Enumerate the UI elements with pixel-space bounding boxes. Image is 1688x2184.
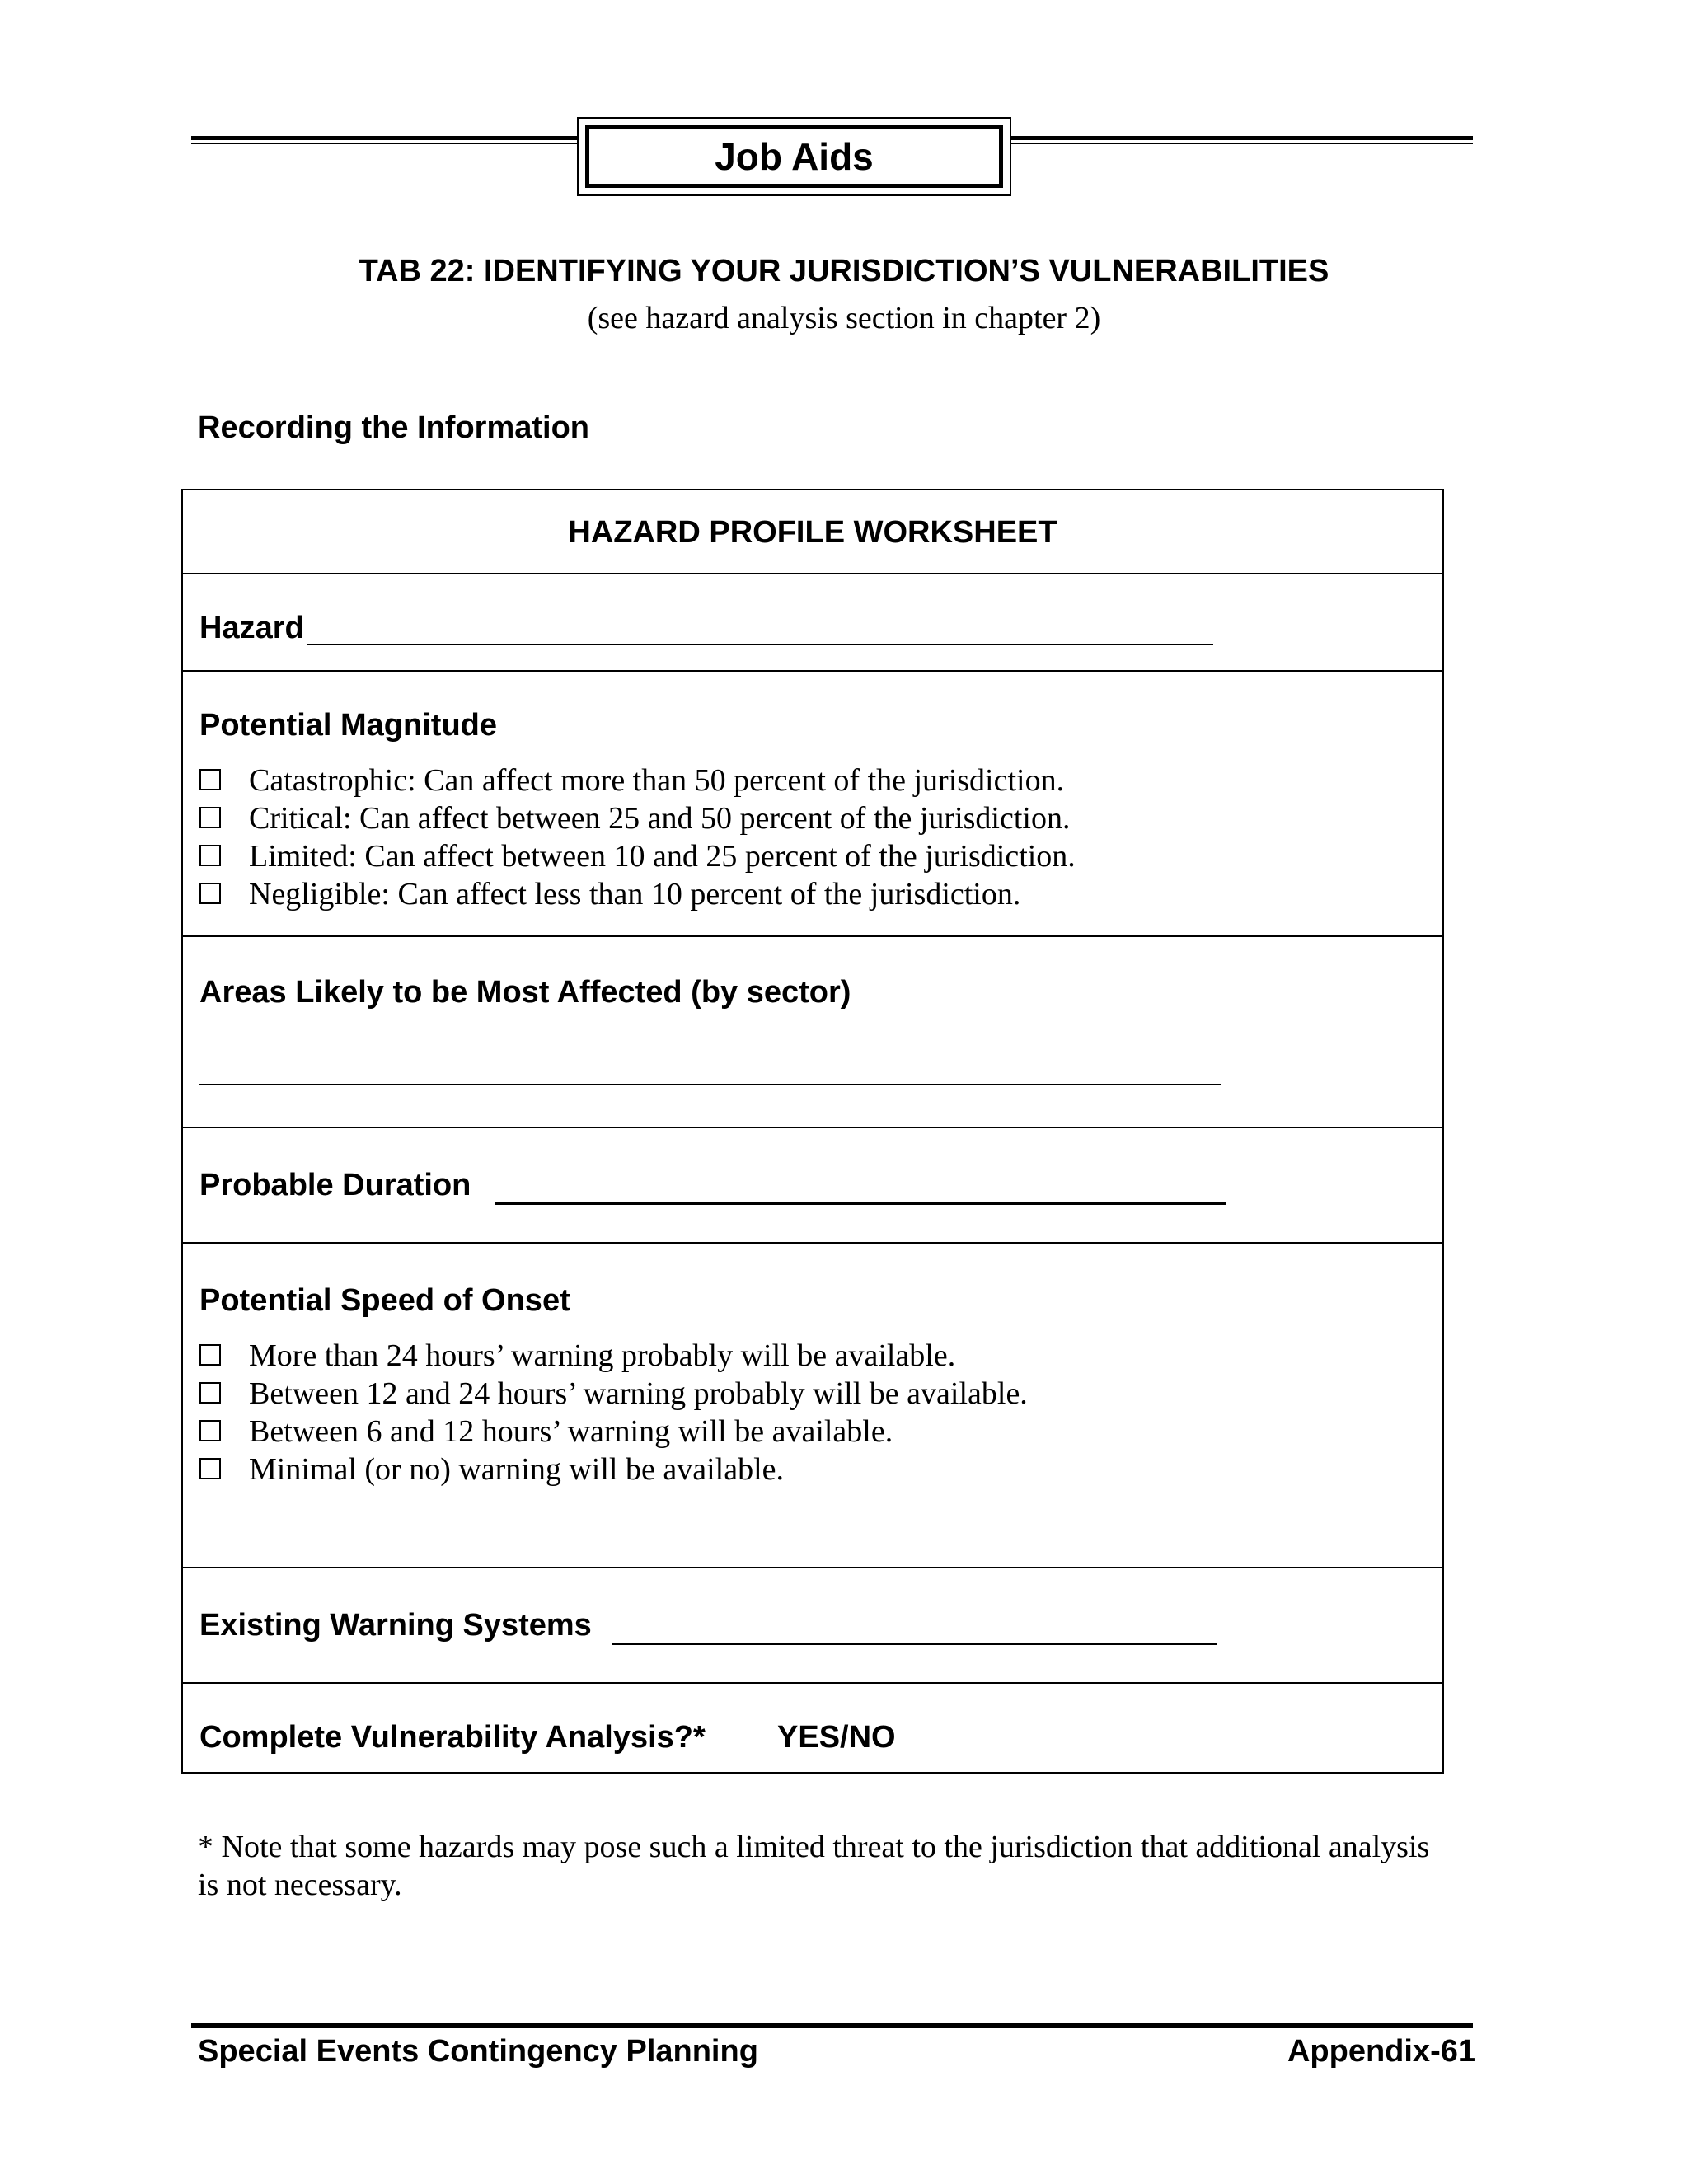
job-aids-label: Job Aids xyxy=(585,125,1003,188)
magnitude-option-text: Negligible: Can affect less than 10 percent of the jurisdiction. xyxy=(249,877,1021,912)
duration-label: Probable Duration xyxy=(199,1168,471,1202)
magnitude-option-text: Catastrophic: Can affect more than 50 percent of the jurisdiction. xyxy=(249,763,1065,798)
vulnerability-row xyxy=(183,1684,1442,1775)
checkbox[interactable] xyxy=(199,1420,221,1441)
checkbox[interactable] xyxy=(199,1458,221,1479)
checkbox[interactable] xyxy=(199,845,221,866)
page-number: Appendix-61 xyxy=(1287,2034,1475,2069)
hazard-row xyxy=(183,574,1442,672)
magnitude-label: Potential Magnitude xyxy=(199,708,497,743)
footer-title: Special Events Contingency Planning xyxy=(198,2034,758,2069)
hazard-label: Hazard xyxy=(199,611,304,645)
onset-option-text: Between 6 and 12 hours’ warning will be available. xyxy=(249,1414,893,1449)
hazard-profile-worksheet xyxy=(181,489,1444,1774)
checkbox[interactable] xyxy=(199,769,221,790)
duration-row xyxy=(183,1128,1442,1244)
areas-row xyxy=(183,937,1442,1128)
job-aids-banner xyxy=(577,117,1011,196)
warning-systems-row xyxy=(183,1568,1442,1684)
footnote: * Note that some hazards may pose such a limited threat to the jurisdiction that additional analysis is not necessary. xyxy=(198,1830,1430,1902)
duration-field[interactable] xyxy=(495,1202,1226,1205)
magnitude-row xyxy=(183,672,1442,937)
hazard-field[interactable] xyxy=(307,644,1213,645)
checkbox[interactable] xyxy=(199,1344,221,1366)
warning-systems-field[interactable] xyxy=(612,1643,1217,1645)
tab-title: TAB 22: IDENTIFYING YOUR JURISDICTION’S VULNERABILITIES xyxy=(359,254,1329,288)
areas-field[interactable] xyxy=(199,1084,1221,1085)
areas-label: Areas Likely to be Most Affected (by sector) xyxy=(199,975,851,1010)
magnitude-option-text: Limited: Can affect between 10 and 25 percent of the jurisdiction. xyxy=(249,839,1076,874)
checkbox[interactable] xyxy=(199,807,221,828)
checkbox[interactable] xyxy=(199,883,221,904)
checkbox[interactable] xyxy=(199,1382,221,1404)
onset-option-text: Minimal (or no) warning will be available. xyxy=(249,1452,784,1487)
onset-row xyxy=(183,1244,1442,1568)
onset-option-text: More than 24 hours’ warning probably will be available. xyxy=(249,1338,956,1373)
onset-option-text: Between 12 and 24 hours’ warning probably will be available. xyxy=(249,1376,1028,1411)
tab-subtitle: (see hazard analysis section in chapter 2) xyxy=(587,301,1101,335)
yes-no-answer[interactable]: YES/NO xyxy=(777,1720,896,1755)
magnitude-option-text: Critical: Can affect between 25 and 50 percent of the jurisdiction. xyxy=(249,801,1071,836)
worksheet-title: HAZARD PROFILE WORKSHEET xyxy=(568,515,1057,550)
warning-systems-label: Existing Warning Systems xyxy=(199,1608,592,1643)
footer-rule xyxy=(191,2023,1473,2028)
section-heading: Recording the Information xyxy=(198,410,589,445)
onset-label: Potential Speed of Onset xyxy=(199,1283,570,1318)
worksheet-title-row xyxy=(183,490,1442,574)
vulnerability-label: Complete Vulnerability Analysis?* xyxy=(199,1720,706,1755)
